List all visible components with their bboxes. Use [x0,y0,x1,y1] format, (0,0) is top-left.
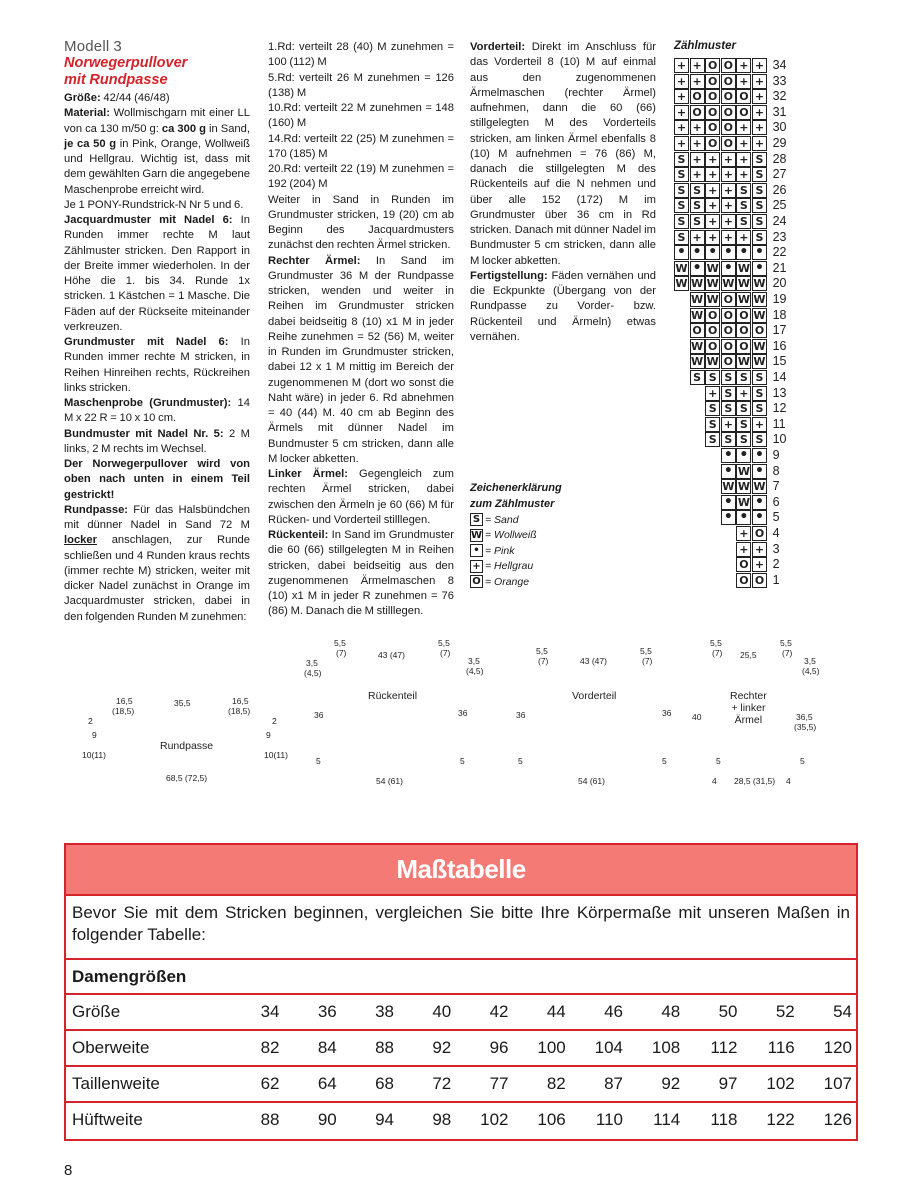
chart-cell: + [690,152,705,167]
chart-cell: S [736,214,751,229]
model-number: Modell 3 [64,38,122,55]
chart-cell: + [721,152,736,167]
table-cell: 68 [375,1074,395,1093]
chart-row-number: 15 [772,354,787,369]
table-cell: 114 [653,1110,681,1129]
chart-cell: S [752,183,767,198]
instructions-column-3 [470,40,656,345]
instructions-column-2 [268,40,454,620]
round-1: 1.Rd: verteilt 28 (40) M zunehmen = 100 (112) M [268,41,454,69]
chart-cell: W [753,339,766,353]
chart-cell: + [721,230,736,245]
table-cell: 94 [375,1110,395,1129]
chart-cell: O [721,308,736,323]
chart-cell: W [691,355,704,369]
table-cell: 42 [489,1002,509,1021]
chart-cell: + [690,167,705,182]
chart-cell: W [737,261,750,275]
chart-cell: • [752,495,767,510]
chart-cell: • [752,464,767,479]
table-cell: 92 [661,1074,681,1093]
chart-cell: O [752,573,767,588]
chart-cell: W [722,277,735,291]
chart-cell: + [705,198,720,213]
chart-row-number: 26 [772,182,787,197]
chart-cell: + [705,386,720,401]
chart-cell: + [674,136,689,151]
chart-cell: + [721,417,736,432]
probe-para: Maschenprobe (Grundmuster): 14 M x 22 R = 10 x 10 cm. [64,397,250,425]
chart-row-number: 1 [772,572,780,587]
table-cell: 38 [375,1002,395,1021]
chart-cell: + [690,136,705,151]
legend-title: Zeichenerklärung zum Zählmuster [470,482,562,510]
table-cell: 48 [661,1002,681,1021]
chart-cell: + [705,167,720,182]
instructions-column-1 [64,38,250,625]
chart-cell: O [721,136,736,151]
chart-cell: O [721,339,736,354]
chart-cell: W [706,355,719,369]
rundpasse-label: Rundpasse [160,740,214,752]
rueckenteil-para: Rückenteil: In Sand im Grundmuster die 60 (66) stillgelegten M in Reihen stricken, dabei beidseitig aus den zugenommenen Ärmelmaschen 8 (10) x1 M in jeder R zunehmen = 76 (86) M. Danach die M stilllegen. [268,529,455,618]
table-cell: 36 [317,1002,337,1021]
chart-cell: S [736,370,751,385]
table-cell: 100 [537,1038,566,1057]
chart-row-number: 6 [772,494,780,509]
table-cell: 118 [710,1110,738,1129]
table-cell: 82 [546,1074,566,1093]
chart-cell: + [752,417,767,432]
chart-cell: S [752,152,767,167]
legend-symbol: O [470,575,483,588]
chart-cell: • [752,448,767,463]
chart-cell: + [721,198,736,213]
chart-cell: O [705,323,720,338]
table-cell: 112 [710,1038,738,1057]
table-cell: 88 [375,1038,395,1057]
chart-cell: S [674,152,689,167]
chart-cell: S [721,401,736,416]
table-cell: 120 [823,1038,853,1057]
chart-cell: • [752,510,767,525]
chart-cell: W [737,355,750,369]
chart-cell: O [705,339,720,354]
chart-cell: W [691,339,704,353]
legend-item [470,559,562,575]
linker-aermel-para: Linker Ärmel: Gegengleich zum rechten Ärmel stricken, dabei zwischen den Ärmeln je 60 (66) M für Rücken- und Vorderteil stilllegen. [268,468,454,526]
chart-row-number: 8 [772,463,780,478]
chart-cell: S [752,198,767,213]
table-row-label: Oberweite [72,1038,150,1057]
chart-row-number: 18 [772,307,787,322]
legend-label: = Sand [485,513,519,526]
table-cell: 102 [480,1110,509,1129]
chart-cell: • [736,510,751,525]
chart-row-number: 31 [772,104,787,119]
chart-cell: + [705,214,720,229]
table-cell: 82 [260,1038,280,1057]
chart-cell: S [705,370,720,385]
chart-cell: • [690,261,705,276]
chart-cell: W [722,480,735,494]
chart-cell: S [752,167,767,182]
table-cell: 122 [766,1110,795,1129]
round-20: 20.Rd: verteilt 22 (19) M zunehmen = 192 (204) M [268,163,454,191]
chart-cell: + [674,74,689,89]
table-cell: 46 [604,1002,624,1021]
table-cell: 50 [718,1002,738,1021]
table-cell: 116 [767,1038,795,1057]
chart-cell: W [753,277,766,291]
chart-cell: + [752,58,767,73]
chart-cell: S [690,370,705,385]
chart-row-number: 28 [772,151,787,166]
chart-cell: + [736,74,751,89]
chart-row-number: 5 [772,510,780,525]
table-cell: 97 [718,1074,738,1093]
legend-symbol: + [470,560,483,573]
chart-cell: S [705,417,720,432]
chart-row-number: 30 [772,120,787,135]
chart-cell: • [721,464,736,479]
chart-cell: • [752,245,767,260]
chart-cell: + [736,167,751,182]
table-cell: 104 [594,1038,624,1057]
chart-cell: S [736,401,751,416]
table-cell: 98 [432,1110,452,1129]
table-cell: 108 [651,1038,681,1057]
chart-cell: + [690,230,705,245]
chart-cell: S [736,198,751,213]
chart-cell: S [674,214,689,229]
size-table [64,843,858,1141]
round-5: 5.Rd: verteilt 26 M zunehmen = 126 (138) M [268,71,454,99]
legend-label: = Wollweiß [485,529,537,542]
table-cell: 90 [317,1110,337,1129]
chart-row-number: 7 [772,479,780,494]
chart-cell: W [737,464,750,478]
table-cell: 72 [432,1074,452,1093]
legend-symbol: W [471,529,483,541]
intro-bold: Der Norwegerpullover wird von oben nach unten in einem Teil gestrickt! [64,458,250,501]
chart-row-number: 23 [772,229,787,244]
chart-cell: S [690,214,705,229]
chart-cell: W [691,277,704,291]
chart-cell: W [675,277,688,291]
chart-cell: O [721,323,736,338]
chart-row-number: 12 [772,401,787,416]
chart-cell: S [752,230,767,245]
chart-cell: + [752,120,767,135]
chart-cell: W [691,293,704,306]
legend-items [470,512,562,590]
chart-row-number: 34 [772,58,787,72]
needles-para: Je 1 PONY-Rundstrick-N Nr 5 und 6. [64,198,244,211]
chart-cell: + [705,152,720,167]
table-cell: 52 [775,1002,795,1021]
legend-item [470,512,562,528]
table-row-label: Hüftweite [72,1110,143,1129]
chart-row-number: 16 [772,338,787,353]
chart-cell: + [736,152,751,167]
chart-cell: + [752,74,767,89]
chart-cell: + [690,74,705,89]
chart-cell: • [752,261,767,276]
chart-cell: • [736,448,751,463]
chart-cell: O [690,323,705,338]
vorderteil-para: Vorderteil: Direkt im Anschluss für das Vorderteil 8 (10) M auf einmal aus den zugenommenen Ärmelmaschen (rechter Ärmel) aufnehmen, dann die 60 (66) stillgelegten M des Vorderteils stricken, am linken Ärmel ebenfalls 8 (10) M aufnehmen = 76 (86) M, danach die stillgelegten M des Rückenteils auf die N nehmen und über alle 152 (172) M im Grundmuster über 36 cm in Rd stricken. Danach mit dünner Nadel im Bundmuster 5 cm stricken, dann alle M locker abketten. [470,41,656,267]
rechter-aermel-para: Rechter Ärmel: In Sand im Grundmuster 36 M der Rundpasse stricken, wenden und weiter in Reihen im Grundmuster stricken dabei beidseitig 8 (10) x1 M in jeder Reihe zunehmen = 52 (56) M, weiter in Runden im Grundmuster stricken, dabei 12 x 1 M mittig im Bereich der zugenommenen M (dort wo sonst die Naht wäre) in jeder 6. Rd abnehmen = 40 (44) M. 40 cm ab Beginn des Ärmels mit dünner Nadel im Bundmuster 5 cm stricken, dann alle M locker abketten. [268,254,454,465]
chart-cell: + [736,230,751,245]
chart-cell: S [752,214,767,229]
table-intro: Bevor Sie mit dem Stricken beginnen, vergleichen Sie bitte Ihre Körpermaße mit unseren Maßen in folgender Tabelle: [66,896,856,960]
table-cell: 62 [260,1074,280,1093]
chart-cell: O [705,136,720,151]
table-cell: 106 [537,1110,566,1129]
chart-cell: + [736,136,751,151]
legend-item [470,528,562,544]
jacquard-para: Jacquardmuster mit Nadel 6: In Runden immer rechte M laut Zählmuster stricken. Den Rapport in der Breite immer wiederholen. In der Höhe die 1. bis 34. Runde 1x stricken. 1 Kästchen = 1 Masche. Die Fäden auf der Rückseite miteinander verkreuzen. [64,214,250,333]
table-cell: 44 [546,1002,566,1021]
chart-cell: O [721,120,736,135]
chart-cell: S [674,230,689,245]
table-cell: 34 [260,1002,280,1021]
chart-row-number: 11 [772,416,786,431]
chart-cell: O [736,323,751,338]
chart-row-number: 29 [772,136,787,150]
chart-cell: O [705,308,720,323]
chart-cell: • [721,510,736,525]
chart-cell: • [721,261,736,276]
chart-cell: S [752,401,767,416]
chart-cell: W [691,308,704,322]
chart-cell: + [752,136,767,151]
chart-row-number: 19 [772,292,787,306]
chart-cell: S [674,183,689,198]
vorderteil-label: Vorderteil [572,690,617,702]
chart-cell: O [705,58,720,73]
chart-cell: + [736,58,751,73]
table-cell: 126 [823,1110,853,1129]
chart-cell: S [690,183,705,198]
chart-cell: S [674,167,689,182]
table-cell: 87 [604,1074,624,1093]
chart-cell: • [674,245,689,260]
chart-cell: + [752,557,767,572]
article-title: Norwegerpullover mit Rundpasse [64,55,188,88]
table-cell: 110 [595,1110,624,1129]
table-row [66,1031,856,1067]
bund-para: Bundmuster mit Nadel Nr. 5: 2 M links, 2 M rechts im Wechsel. [64,427,250,455]
chart-legend [470,480,562,590]
chart-cell: S [690,198,705,213]
chart-cell: O [690,89,705,104]
chart-cell: O [736,573,751,588]
chart-cell: + [736,542,751,557]
chart-cell: O [721,354,736,369]
legend-symbol: • [470,544,483,557]
table-cell: 92 [432,1038,452,1057]
chart-cell: W [706,277,719,291]
chart-cell: O [721,74,736,89]
chart-row-number: 24 [772,214,787,228]
chart-row-number: 14 [772,370,787,384]
chart-cell: W [675,261,688,275]
material-para: Material: Wollmischgarn mit einer LL von ca 130 m/50 g: ca 300 g in Sand, je ca 50 g in Pink, Orange, Wollweiß und Hellgrau. Wichtig ist, dass mit dem gewählten Garn die angegebene Maschenprobe erreicht wird. [64,107,250,196]
table-rows [66,995,856,1139]
rundpasse-continue: Weiter in Sand in Runden im Grundmuster stricken, 19 (20) cm ab Beginn des Jacquardmusters zunächst den rechten Ärmel stricken. [268,193,454,252]
chart-cell: O [736,105,751,120]
chart-cell: • [721,495,736,510]
table-cell: 40 [432,1002,452,1021]
legend-symbol: S [470,513,483,526]
chart-cell: O [736,557,751,572]
table-row [66,1067,856,1103]
chart-row-number: 9 [772,448,780,462]
chart-cell: W [753,293,766,306]
chart-cell: S [721,432,736,447]
chart-row-number: 21 [772,260,787,275]
chart-cell: O [721,105,736,120]
chart-row-number: 33 [772,73,787,88]
legend-label: = Orange [485,575,530,588]
chart-row-number: 2 [772,557,780,572]
chart-row-number: 17 [772,323,787,338]
chart-title: Zählmuster [674,40,736,52]
table-row-label: Größe [72,1002,121,1021]
table-cell: 77 [489,1074,509,1093]
chart-cell: + [674,120,689,135]
chart-cell: W [753,355,766,369]
chart-cell: • [690,245,705,260]
chart-cell: W [706,261,719,275]
chart-cell: O [705,120,720,135]
table-cell: 107 [823,1074,853,1093]
round-14: 14.Rd: verteilt 22 (25) M zunehmen = 170 (185) M [268,132,454,160]
chart-row-number: 10 [772,432,787,447]
chart-cell: + [721,183,736,198]
table-cell: 64 [317,1074,337,1093]
chart-cell: S [705,401,720,416]
legend-item [470,574,562,590]
chart-cell: + [705,183,720,198]
chart-cell: O [752,526,767,541]
table-row [66,1103,856,1139]
legend-label: = Hellgrau [485,560,534,573]
chart-cell: + [752,105,767,120]
chart-cell: W [737,293,750,306]
chart-cell: S [752,370,767,385]
chart-cell: S [736,432,751,447]
table-cell: 102 [766,1074,795,1093]
chart-cell: W [706,293,719,306]
chart-cell: S [736,183,751,198]
legend-item [470,543,562,559]
table-row [66,995,856,1031]
chart-cell: + [752,542,767,557]
chart-cell: S [752,386,767,401]
chart-cell: + [721,214,736,229]
chart-cell: S [705,432,720,447]
chart-row-number: 3 [772,541,780,556]
chart-cell: + [736,526,751,541]
round-10: 10.Rd: verteilt 22 M zunehmen = 148 (160) M [268,102,454,130]
chart-cell: + [690,120,705,135]
table-header: Maßtabelle [66,845,856,896]
chart-row-number: 22 [772,245,787,260]
chart-cell: + [674,89,689,104]
chart-cell: O [752,323,767,338]
size-para: Größe: 42/44 (46/48) [64,92,170,104]
chart-cell: + [705,230,720,245]
chart-cell: O [736,89,751,104]
chart-cell: + [674,58,689,73]
table-cell: 88 [260,1110,280,1129]
grund-para: Grundmuster mit Nadel 6: In Runden immer rechte M stricken, in Reihen Hinreihen rechts, Rückreihen links stricken. [64,336,250,394]
chart-cell: + [690,58,705,73]
table-cell: 84 [317,1038,337,1057]
chart-cell: W [737,480,750,494]
chart-row-number: 4 [772,526,780,540]
chart-cell: + [736,386,751,401]
chart-row-number: 32 [772,89,787,104]
page-number: 8 [64,1162,73,1179]
chart-cell: • [721,245,736,260]
chart-cell: O [705,105,720,120]
chart-cell: O [736,308,751,323]
table-cell: 54 [833,1002,853,1021]
chart-cell: + [674,105,689,120]
chart-cell: W [737,277,750,291]
chart-cell: O [721,58,736,73]
fertigstellung-para: Fertigstellung: Fäden vernähen und die Eckpunkte (Übergang von der Rundpasse zu Vorder- bzw. Rückenteil und Ärmeln) etwas vernähen. [470,269,656,343]
rundpasse-para: Rundpasse: Für das Halsbündchen mit dünner Nadel in Sand 72 M locker anschlagen, zur Runde schließen und 4 Runden kraus rechts (immer rechte M) stricken, weiter mit dicker Nadel zunächst in Orange im Jacquardmuster stricken, dabei in den folgenden Runden M zunehmen: [64,503,250,623]
chart-cell: O [721,292,736,307]
chart-cell: S [721,386,736,401]
chart-cell: O [705,89,720,104]
table-section-title: Damengrößen [66,960,856,995]
chart-row-number: 27 [772,167,787,182]
chart-cell: + [752,89,767,104]
rueckenteil-label: Rückenteil [368,690,418,702]
chart-row-number: 20 [772,276,787,291]
chart-row-number: 13 [772,385,787,400]
chart-cell: S [752,432,767,447]
legend-label: = Pink [485,544,515,557]
chart-row-number: 25 [772,198,787,213]
chart-cell: O [721,89,736,104]
chart-cell: O [736,339,751,354]
chart-cell: W [737,495,750,509]
chart-cell: + [721,167,736,182]
chart-cell: W [753,308,766,322]
chart-cell: O [705,74,720,89]
aermel-label: Rechter + linker Ärmel [730,690,767,726]
table-cell: 96 [489,1038,509,1057]
chart-cell: O [690,105,705,120]
chart-cell: • [721,448,736,463]
chart-cell: • [705,245,720,260]
chart-cell: S [674,198,689,213]
chart-cell: S [721,370,736,385]
chart-cell: + [736,120,751,135]
table-row-label: Taillenweite [72,1074,160,1093]
chart-cell: • [736,245,751,260]
chart-cell: W [753,480,766,494]
chart-cell: S [736,417,751,432]
